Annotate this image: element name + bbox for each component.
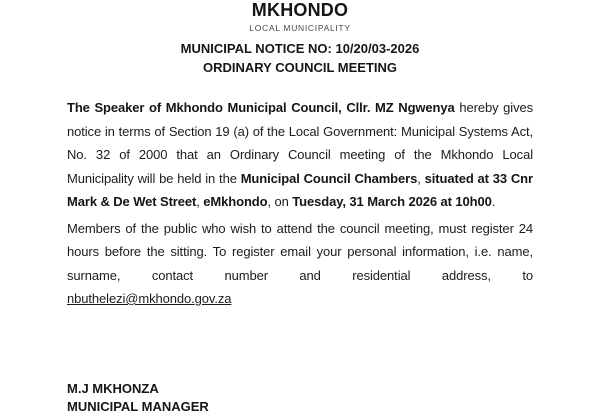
paragraph-text-segment: , (417, 170, 425, 186)
venue-name-text: Municipal Council Chambers (240, 170, 418, 186)
paragraph-text-segment: . (491, 194, 496, 209)
notice-body (67, 96, 533, 311)
paragraph-text-segment: Members of the public who wish to attend the council meeting, must register 24 hours before the sitting. To register email your personal information, i.e. name, surname, contact number and residential address, to (67, 220, 533, 283)
notice-paragraph-2 (67, 217, 533, 311)
paragraph-text-segment: , (196, 194, 204, 209)
signature-block (67, 380, 600, 416)
municipality-subtitle: LOCAL MUNICIPALITY (249, 23, 351, 33)
notice-paragraph-1 (67, 96, 533, 214)
municipality-header (0, 0, 600, 34)
municipality-name: MKHONDO (251, 0, 349, 20)
signatory-name: M.J MKHONZA (67, 380, 159, 396)
paragraph-text-segment: , on (267, 194, 293, 209)
notice-number-heading: MUNICIPAL NOTICE NO: 10/20/03-2026 (180, 41, 420, 56)
registration-email-link[interactable]: nbuthelezi@mkhondo.gov.za (67, 291, 232, 306)
venue-town-text: eMkhondo (203, 194, 268, 209)
venue-address-text: situated at 33 Cnr Mark & De Wet Street (67, 170, 533, 209)
paragraph-text-segment: hereby gives notice in terms of Section 19 (a) of the Local Government: Municipal Systems Act, No. 32 of 2000 that an Ordinary Council meeting of the Mkhondo Local Municipality will be held in the (67, 100, 533, 186)
meeting-type-heading: ORDINARY COUNCIL MEETING (202, 60, 398, 75)
speaker-name-text: The Speaker of Mkhondo Municipal Council, Cllr. MZ Ngwenya (67, 100, 455, 115)
meeting-datetime-text: Tuesday, 31 March 2026 at 10h00 (292, 194, 492, 209)
signatory-title: MUNICIPAL MANAGER (67, 398, 209, 414)
